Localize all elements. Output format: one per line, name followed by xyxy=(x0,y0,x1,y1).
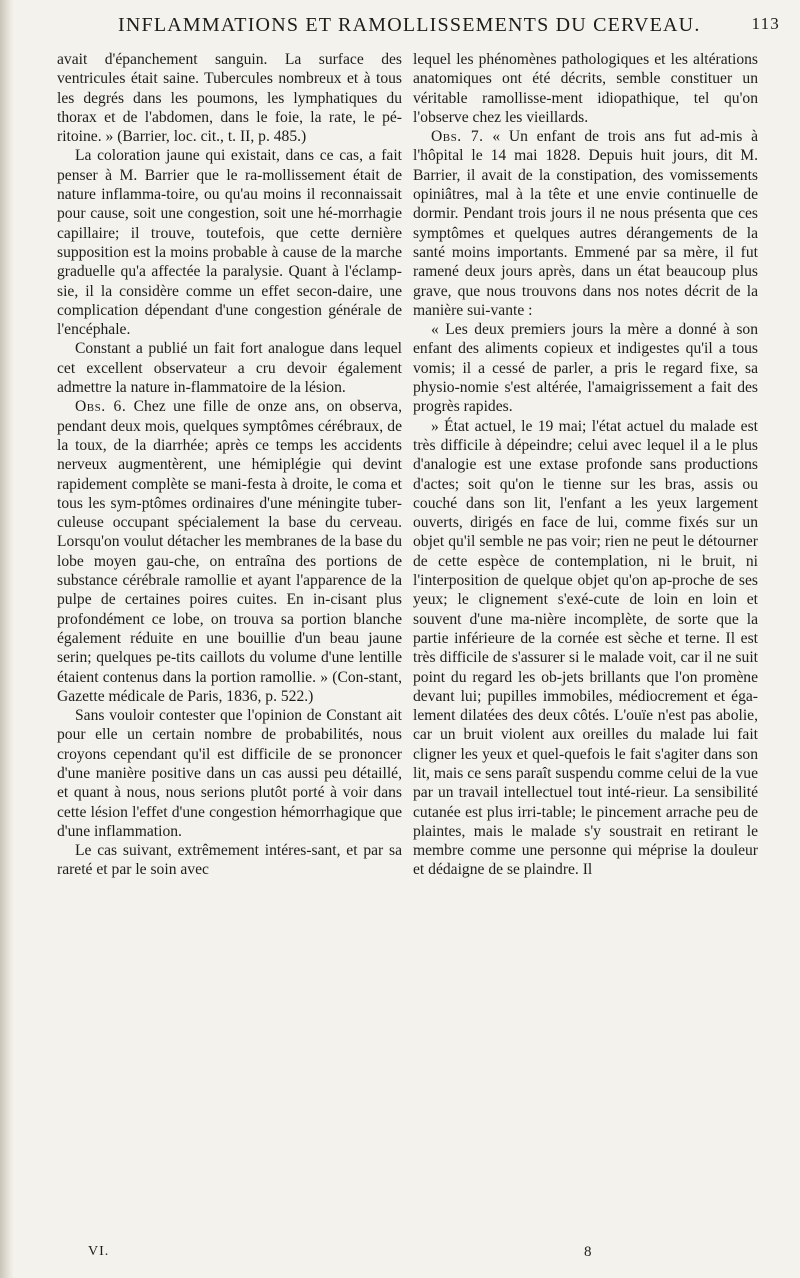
observation-text: « Un enfant de trois ans fut ad-mis à l'hôpital le 14 mai 1828. Depuis huit jours, dit M. Barrier, il avait de la constipation, des vomissements opiniâtres, mal à la tête et une envie continuelle de dormir. Pendant trois jours il ne nous présenta que ces symptômes et quelques autres dérangements de la santé moins importants. Emmené par sa mère, il fut ramené deux jours après, dans un état beaucoup plus grave, que nous trouvons dans nos notes décrit de la manière sui-vante : xyxy=(413,128,758,319)
page-number: 113 xyxy=(751,14,780,33)
folio-number: 8 xyxy=(584,1244,592,1260)
page-edge-shadow xyxy=(0,0,14,1278)
paragraph: « Les deux premiers jours la mère a donné à son enfant des aliments copieux et indigestes qu'il a tous vomis; il a cessé de parler, a pris le regard fixe, sa physio-nomie s'est altérée, l'amaigrissement a fait des progrès rapides. xyxy=(413,321,758,416)
paragraph: La coloration jaune qui existait, dans ce cas, a fait penser à M. Barrier que le ra-mollissement était de nature inflamma-toire, ou qu'au moins il reconnaissait pour cause, soit une congestion, soit une hé-morrhagie capillaire; il trouve, toutefois, que cette dernière supposition est la moins probable à cause de la marche graduelle qu'a affectée la paralysie. Quant à l'éclamp-sie, il la considère comme un effet secon-daire, une complication dépendant d'une congestion générale de l'encéphale. xyxy=(57,147,402,339)
observation-paragraph xyxy=(57,397,402,706)
observation-label: Obs. 7. xyxy=(431,128,484,146)
paragraph: » État actuel, le 19 mai; l'état actuel du malade est très difficile à dépeindre; celui avec lequel il a le plus d'analogie est une extase profonde sans productions d'actes; soit qu'on le tienne sur les bras, assis ou couché dans son lit, l'enfant a les yeux largement ouverts, dirigés en face de lui, comme fixés sur un objet qu'il semble ne pas voir; rien ne peut le détourner de cette espèce de contemplation, ni le bruit, ni l'interposition de quelque objet qu'on ap-proche de ses yeux; le clignement s'exé-cute de loin en loin et souvent d'une ma-nière incomplète, de sorte que la partie inférieure de la cornée est sèche et terne. Il est très difficile de s'assurer si le malade voit, car il ne suit point du regard les ob-jets brillants que l'on promène devant lui; pupilles immobiles, médiocrement et éga-lement dilatées des deux côtés. L'ouïe n'est pas abolie, car un bruit violent aux oreilles du malade lui fait cligner les yeux et quel-quefois le fait s'agiter dans son lit, mais ce sens paraît suspendu comme celui de la vue par un travail intellectuel tout inté-rieur. La sensibilité cutanée est plus irri-table; le pincement arrache peu de plaintes, mais le malade s'y soustrait en retirant le membre comme une personne qui méprise la douleur et dédaigne de se plaindre. Il xyxy=(413,417,758,879)
running-title: INFLAMMATIONS ET RAMOLLISSEMENTS DU CERVEAU. xyxy=(118,14,701,36)
paragraph: Constant a publié un fait fort analogue dans lequel cet excellent observateur a cru devoir également admettre la nature in-flammatoire de la lésion. xyxy=(57,340,402,397)
paragraph: Sans vouloir contester que l'opinion de Constant ait pour elle un certain nombre de probabilités, nous croyons cependant qu'il est difficile de se prononcer d'une manière positive dans un cas aussi peu détaillé, et quant à nous, nous serions plutôt porté à voir dans cette lésion l'effet d'une congestion hémorrhagique que d'une inflammation. xyxy=(57,707,402,840)
signature-mark: VI. xyxy=(88,1244,110,1259)
paragraph: lequel les phénomènes pathologiques et les altérations anatomiques ont été décrits, semble constituer un véritable ramollisse-ment idiopathique, tel qu'on l'observe chez les vieillards. xyxy=(413,51,758,126)
paragraph: Le cas suivant, extrêmement intéres-sant, et par sa rareté et par le soin avec xyxy=(57,842,402,879)
right-column xyxy=(413,50,758,880)
observation-text: Chez une fille de onze ans, on observa, pendant deux mois, quelques symptômes cérébraux, de la toux, de la diarrhée; après ce temps les accidents nerveux augmentèrent, une hémiplégie qui devint rapidement complète se mani-festa à droite, le coma et tous les sym-ptômes ordinaires d'une méningite tuber-culeuse occupant spécialement la base du cerveau. Lorsqu'on voulut détacher les membranes de la base du lobe moyen gau-che, on entraîna des portions de substance cérébrale ramollie et ayant l'apparence de la pulpe de certaines poires cuites. En in-cisant plus profondément ce lobe, on trouva sa portion blanche également réduite en une bouillie d'un beau jaune serin; quelques pe-tits caillots du volume d'une lentille étaient contenus dans la portion ramollie. » (Con-stant, Gazette médicale de Paris, 1836, p. 522.) xyxy=(57,398,402,705)
left-column xyxy=(57,50,402,880)
observation-label: Obs. 6. xyxy=(75,398,127,416)
paragraph: avait d'épanchement sanguin. La surface des ventricules était saine. Tubercules nombreux et à tous les degrés dans les poumons, les lymphatiques du thorax et de l'abdomen, dans le foie, la rate, le pé-ritoine. » (Barrier, loc. cit., t. II, p. 485.) xyxy=(57,51,402,146)
observation-paragraph xyxy=(413,127,758,320)
running-header xyxy=(40,8,780,42)
